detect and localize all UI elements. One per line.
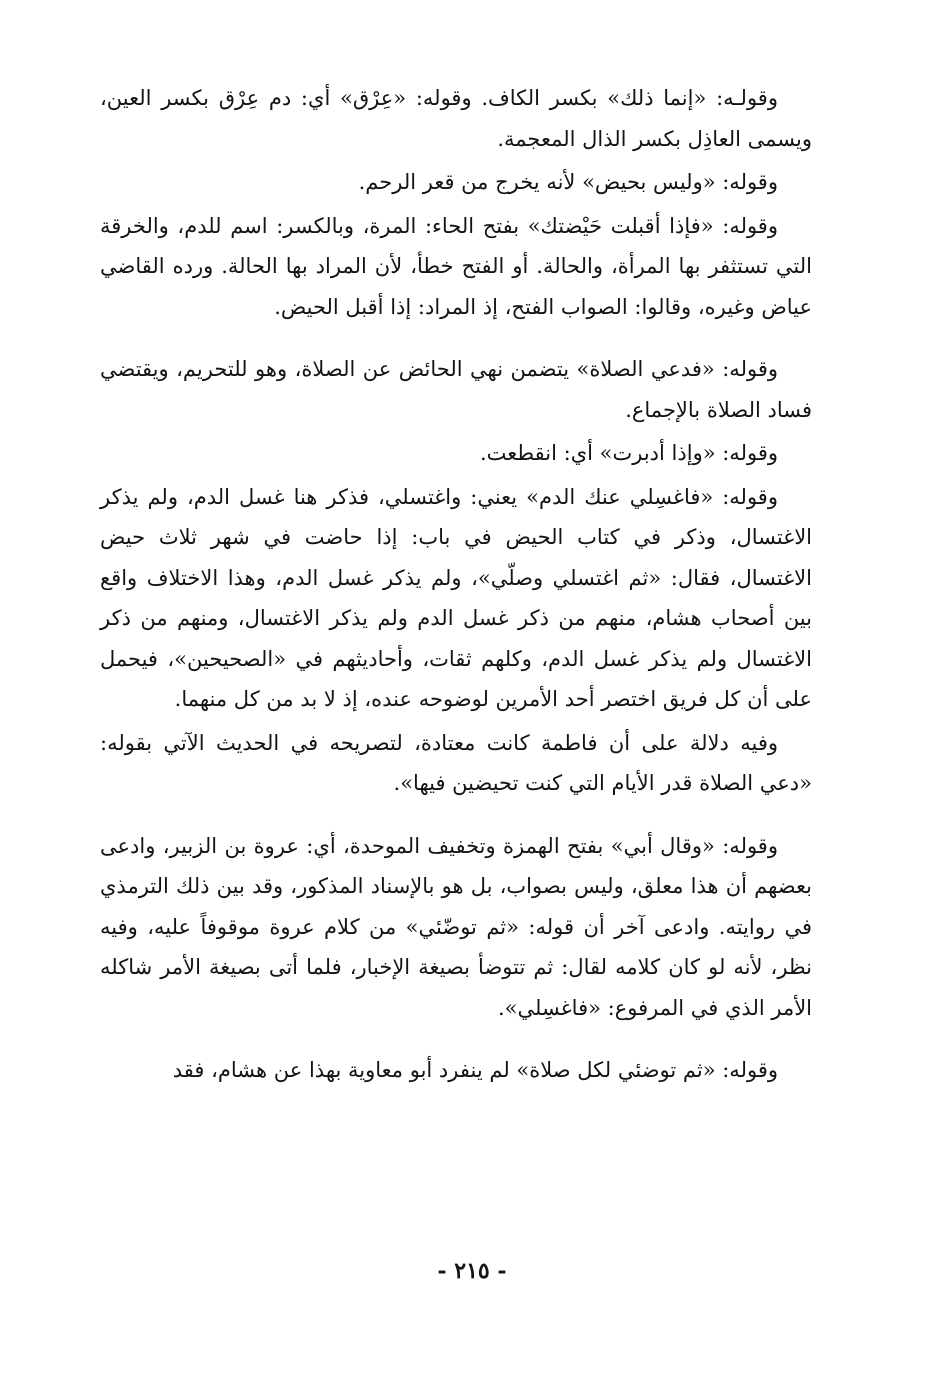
paragraph-laysa-bihayd: وقوله: «وليس بحيض» لأنه يخرج من قعر الرحم. — [358, 170, 778, 194]
paragraph-tawaddai-likulli-salat: وقوله: «ثم توضئي لكل صلاة» لم ينفرد أبو معاوية بهذا عن هشام، فقد — [172, 1058, 778, 1082]
paragraph-fatima-mutada: وفيه دلالة على أن فاطمة كانت معتادة، لتصريحه في الحديث الآتي بقوله: «دعي الصلاة قدر الأيام التي كنت تحيضين فيها». — [100, 730, 812, 795]
paragraph-qala-abi: وقوله: «وقال أبي» بفتح الهمزة وتخفيف الموحدة، أي: عروة بن الزبير، وادعى بعضهم أن هذا معلق، وليس بصواب، بل هو بالإسناد المذكور، وقد بين ذلك الترمذي في روايته. وادعى آخر أن قوله: «ثم توضّئي» من كلام عروة موقوفاً عليه، وفيه نظر، لأنه لو كان كلامه لقال: ثم تتوضأ بصيغة الإخبار، فلما أتى بصيغة الأمر شاكله الأمر الذي في المرفوع: «فاغسِلي». — [100, 833, 812, 1020]
paragraph-irq: وقولـه: «إنما ذلك» بكسر الكاف. وقوله: «عِرْق» أي: دم عِرْق بكسر العين، ويسمى العاذِل بكسر الذال المعجمة. — [100, 86, 812, 151]
paragraph-aqbalat-haydatuki: وقوله: «فإذا أقبلت حَيْضتك» بفتح الحاء: المرة، وبالكسر: اسم للدم، والخرقة التي تستثفر بها المرأة، والحالة. أو الفتح خطأ، لأن المراد بها الحالة. ورده القاضي عياض وغيره، وقالوا: الصواب الفتح، إذ المراد: إذا أقبل الحيض. — [100, 213, 812, 319]
paragraph-fadai-assalat: وقوله: «فدعي الصلاة» يتضمن نهي الحائض عن الصلاة، وهو للتحريم، ويقتضي فساد الصلاة بالإجماع. — [100, 357, 812, 422]
page-body — [100, 78, 812, 1091]
page-number: - ٢١٥ - — [437, 1258, 507, 1284]
paragraph-adbarat: وقوله: «وإذا أدبرت» أي: انقطعت. — [479, 441, 778, 465]
paragraph-ighsili-ad-dam: وقوله: «فاغسِلي عنك الدم» يعني: واغتسلي، فذكر هنا غسل الدم، ولم يذكر الاغتسال، وذكر في كتاب الحيض في باب: إذا حاضت في شهر ثلاث حيض الاغتسال، فقال: «ثم اغتسلي وصلّي»، ولم يذكر غسل الدم، وهذا الاختلاف واقع بين أصحاب هشام، منهم من ذكر غسل الدم ولم يذكر الاغتسال، ومنهم من ذكر الاغتسال ولم يذكر غسل الدم، وكلهم ثقات، وأحاديثهم في «الصحيحين»، فيحمل على أن كل فريق اختصر أحد الأمرين لوضوحه عنده، إذ لا بد من كل منهما. — [100, 484, 812, 711]
